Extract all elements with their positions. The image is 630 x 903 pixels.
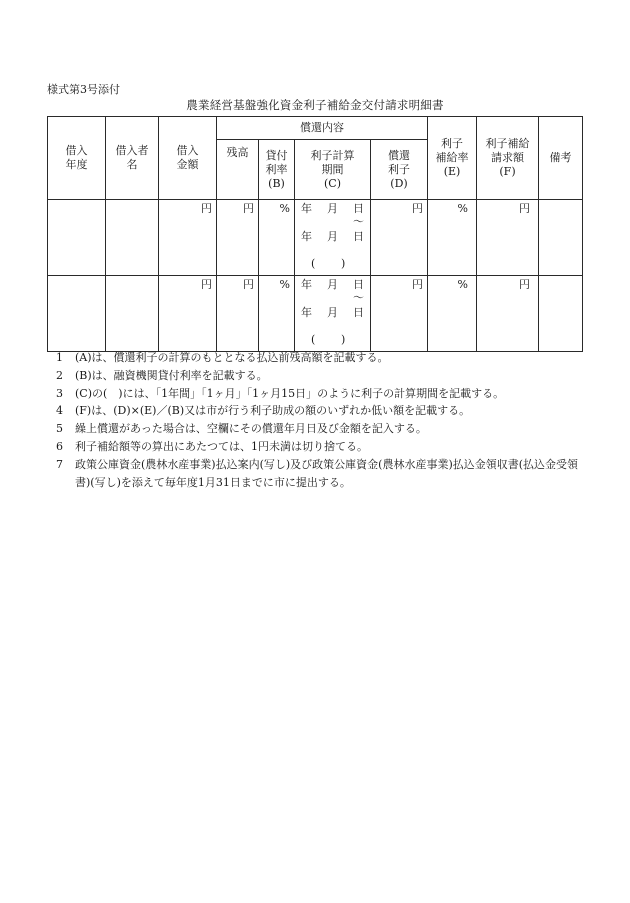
notes-list — [47, 349, 587, 491]
cell-balance[interactable]: 円 — [217, 276, 259, 352]
cell-claim-amount[interactable]: 円 — [477, 200, 539, 276]
header-balance: 残高 — [217, 140, 259, 200]
note-item: 2 (B)は、融資機関貸付利率を記載する。 — [56, 368, 268, 382]
cell-remarks[interactable] — [539, 200, 583, 276]
cell-subsidy-rate[interactable]: % — [428, 276, 477, 352]
cell-subsidy-rate[interactable]: % — [428, 200, 477, 276]
note-item: 4 (F)は、(D)×(E)／(B)又は市が行う利子助成の額のいずれか低い額を記載する。 — [56, 404, 471, 418]
header-repayment-interest: 償還 利子 (D) — [371, 140, 428, 200]
note-item: 7 政策公庫資金(農林水産事業)払込案内(写し)及び政策公庫資金(農林水産事業)払込金領収書(払込金受領書)(写し)を添えて毎年度1月31日までに市に提出する。 — [56, 457, 579, 489]
document-title: 農業経営基盤強化資金利子補給金交付請求明細書 — [186, 98, 444, 112]
header-loan-rate: 貸付 利率 (B) — [259, 140, 295, 200]
cell-interest-period[interactable]: 年 月 日 ～ 年 月 日 ( ) — [295, 276, 371, 352]
cell-loan-year[interactable] — [48, 276, 106, 352]
header-claim-amount: 利子補給 請求額 (F) — [477, 117, 539, 200]
header-loan-amount: 借入 金額 — [159, 117, 217, 200]
cell-borrower-name[interactable] — [106, 200, 159, 276]
note-item: 5 繰上償還があった場合は、空欄にその償還年月日及び金額を記入する。 — [56, 422, 427, 436]
cell-balance[interactable]: 円 — [217, 200, 259, 276]
form-label: 様式第3号添付 — [47, 83, 120, 96]
cell-loan-rate[interactable]: % — [259, 276, 295, 352]
table-row — [48, 200, 583, 276]
header-subsidy-rate: 利子 補給率 (E) — [428, 117, 477, 200]
cell-loan-rate[interactable]: % — [259, 200, 295, 276]
cell-borrower-name[interactable] — [106, 276, 159, 352]
cell-remarks[interactable] — [539, 276, 583, 352]
header-interest-period: 利子計算 期間 (C) — [295, 140, 371, 200]
statement-table — [47, 116, 583, 352]
header-repayment-details: 償還内容 — [217, 117, 428, 140]
note-item: 1 (A)は、償還利子の計算のもととなる払込前残高額を記載する。 — [56, 351, 389, 364]
cell-loan-amount[interactable]: 円 — [159, 200, 217, 276]
note-item: 3 (C)の( )には、「1年間」「1ヶ月」「1ヶ月15日」のように利子の計算期間を記載する。 — [56, 386, 505, 400]
cell-interest-period[interactable]: 年 月 日 ～ 年 月 日 ( ) — [295, 200, 371, 276]
header-loan-year: 借入 年度 — [48, 117, 106, 200]
cell-repayment-interest[interactable]: 円 — [371, 276, 428, 352]
cell-claim-amount[interactable]: 円 — [477, 276, 539, 352]
note-item: 6 利子補給額等の算出にあたつては、1円未満は切り捨てる。 — [56, 439, 368, 453]
cell-loan-year[interactable] — [48, 200, 106, 276]
cell-repayment-interest[interactable]: 円 — [371, 200, 428, 276]
header-remarks: 備考 — [539, 117, 583, 200]
cell-loan-amount[interactable]: 円 — [159, 276, 217, 352]
table-row — [48, 276, 583, 352]
header-borrower-name: 借入者 名 — [106, 117, 159, 200]
